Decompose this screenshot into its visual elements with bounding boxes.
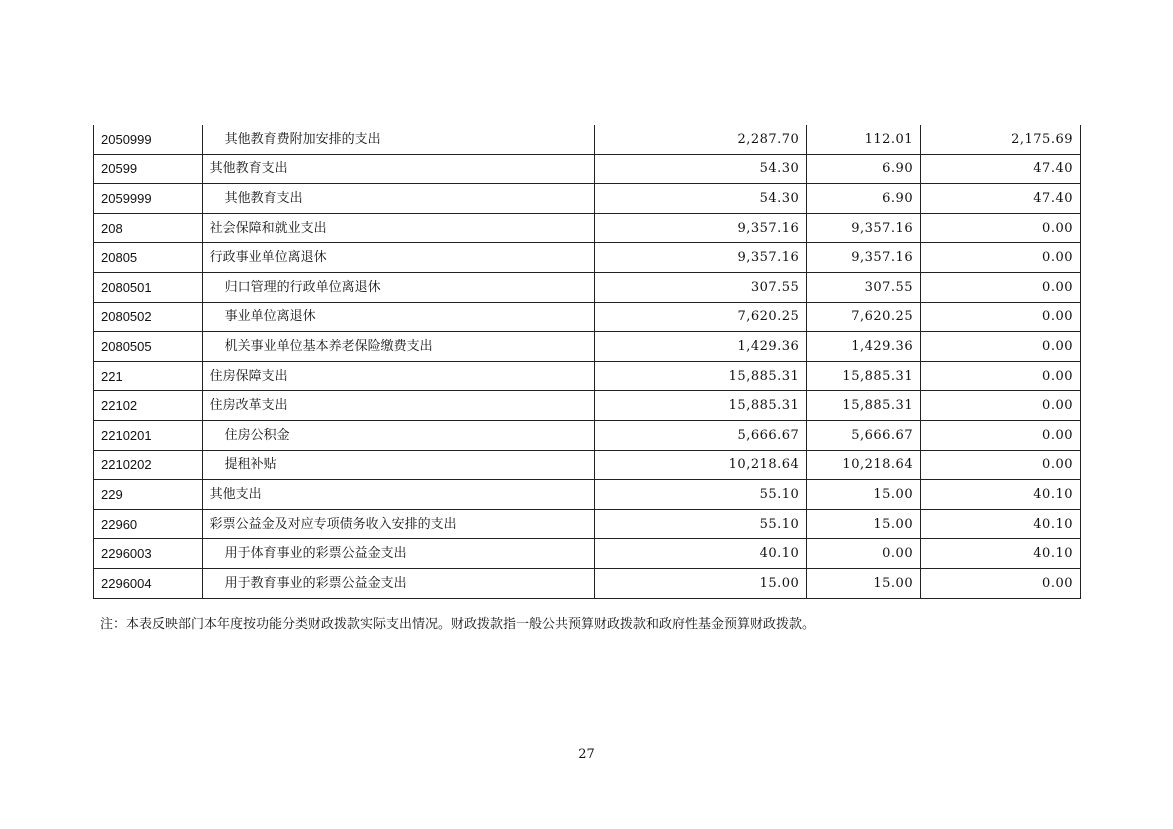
row-basic: 0.00 [807,539,921,569]
row-project: 0.00 [921,391,1081,421]
row-total: 40.10 [595,539,807,569]
row-code: 2210201 [94,420,203,450]
row-name: 住房保障支出 [202,361,595,391]
row-project: 2,175.69 [921,125,1081,154]
row-name: 用于教育事业的彩票公益金支出 [202,568,595,598]
row-basic: 10,218.64 [807,450,921,480]
row-project: 47.40 [921,154,1081,184]
row-code: 208 [94,213,203,243]
row-basic: 7,620.25 [807,302,921,332]
row-total: 54.30 [595,184,807,214]
row-total: 10,218.64 [595,450,807,480]
row-project: 40.10 [921,539,1081,569]
row-name: 归口管理的行政单位离退休 [202,272,595,302]
row-name: 其他教育支出 [202,154,595,184]
row-basic: 5,666.67 [807,420,921,450]
row-code: 20805 [94,243,203,273]
row-code: 2050999 [94,125,203,154]
row-total: 55.10 [595,480,807,510]
row-total: 2,287.70 [595,125,807,154]
row-code: 2080502 [94,302,203,332]
row-total: 15,885.31 [595,391,807,421]
row-name: 用于体育事业的彩票公益金支出 [202,539,595,569]
row-basic: 6.90 [807,184,921,214]
row-name: 社会保障和就业支出 [202,213,595,243]
row-code: 2080505 [94,332,203,362]
row-basic: 15,885.31 [807,361,921,391]
page-number: 27 [578,747,595,762]
row-basic: 112.01 [807,125,921,154]
row-code: 221 [94,361,203,391]
row-total: 9,357.16 [595,213,807,243]
row-basic: 9,357.16 [807,243,921,273]
table-row [94,154,1081,184]
row-total: 307.55 [595,272,807,302]
row-name: 其他教育支出 [202,184,595,214]
table-row [94,450,1081,480]
row-project: 40.10 [921,509,1081,539]
row-name: 其他支出 [202,480,595,510]
table-row [94,302,1081,332]
row-code: 2296003 [94,539,203,569]
row-code: 20599 [94,154,203,184]
row-total: 9,357.16 [595,243,807,273]
row-basic: 1,429.36 [807,332,921,362]
table-row [94,213,1081,243]
row-project: 0.00 [921,420,1081,450]
table-row [94,509,1081,539]
row-project: 0.00 [921,302,1081,332]
table-row [94,243,1081,273]
table-row [94,568,1081,598]
row-code: 22960 [94,509,203,539]
table-row [94,272,1081,302]
row-name: 彩票公益金及对应专项债务收入安排的支出 [202,509,595,539]
row-project: 0.00 [921,272,1081,302]
row-project: 0.00 [921,361,1081,391]
row-code: 2059999 [94,184,203,214]
table-body [94,125,1081,598]
row-code: 22102 [94,391,203,421]
row-basic: 6.90 [807,154,921,184]
row-total: 5,666.67 [595,420,807,450]
row-basic: 15.00 [807,509,921,539]
row-name: 住房改革支出 [202,391,595,421]
table-row [94,539,1081,569]
row-name: 其他教育费附加安排的支出 [202,125,595,154]
row-name: 住房公积金 [202,420,595,450]
table-row [94,361,1081,391]
row-project: 0.00 [921,450,1081,480]
table-row [94,332,1081,362]
row-total: 54.30 [595,154,807,184]
row-project: 40.10 [921,480,1081,510]
row-total: 15,885.31 [595,361,807,391]
row-name: 事业单位离退休 [202,302,595,332]
row-basic: 15.00 [807,480,921,510]
row-basic: 15.00 [807,568,921,598]
table-row [94,184,1081,214]
row-total: 15.00 [595,568,807,598]
row-name: 行政事业单位离退休 [202,243,595,273]
table-row [94,391,1081,421]
row-total: 7,620.25 [595,302,807,332]
table-row [94,125,1081,154]
table-row [94,480,1081,510]
row-name: 机关事业单位基本养老保险缴费支出 [202,332,595,362]
row-code: 2080501 [94,272,203,302]
table-row [94,420,1081,450]
row-basic: 15,885.31 [807,391,921,421]
table-footnote: 注：本表反映部门本年度按功能分类财政拨款实际支出情况。财政拨款指一般公共预算财政拨款和政府性基金预算财政拨款。 [100,617,816,632]
row-basic: 9,357.16 [807,213,921,243]
row-name: 提租补贴 [202,450,595,480]
row-total: 1,429.36 [595,332,807,362]
row-total: 55.10 [595,509,807,539]
row-project: 0.00 [921,568,1081,598]
expenditure-table [93,125,1081,599]
row-code: 2296004 [94,568,203,598]
row-project: 0.00 [921,243,1081,273]
row-project: 0.00 [921,332,1081,362]
row-code: 229 [94,480,203,510]
row-project: 0.00 [921,213,1081,243]
row-code: 2210202 [94,450,203,480]
row-basic: 307.55 [807,272,921,302]
row-project: 47.40 [921,184,1081,214]
